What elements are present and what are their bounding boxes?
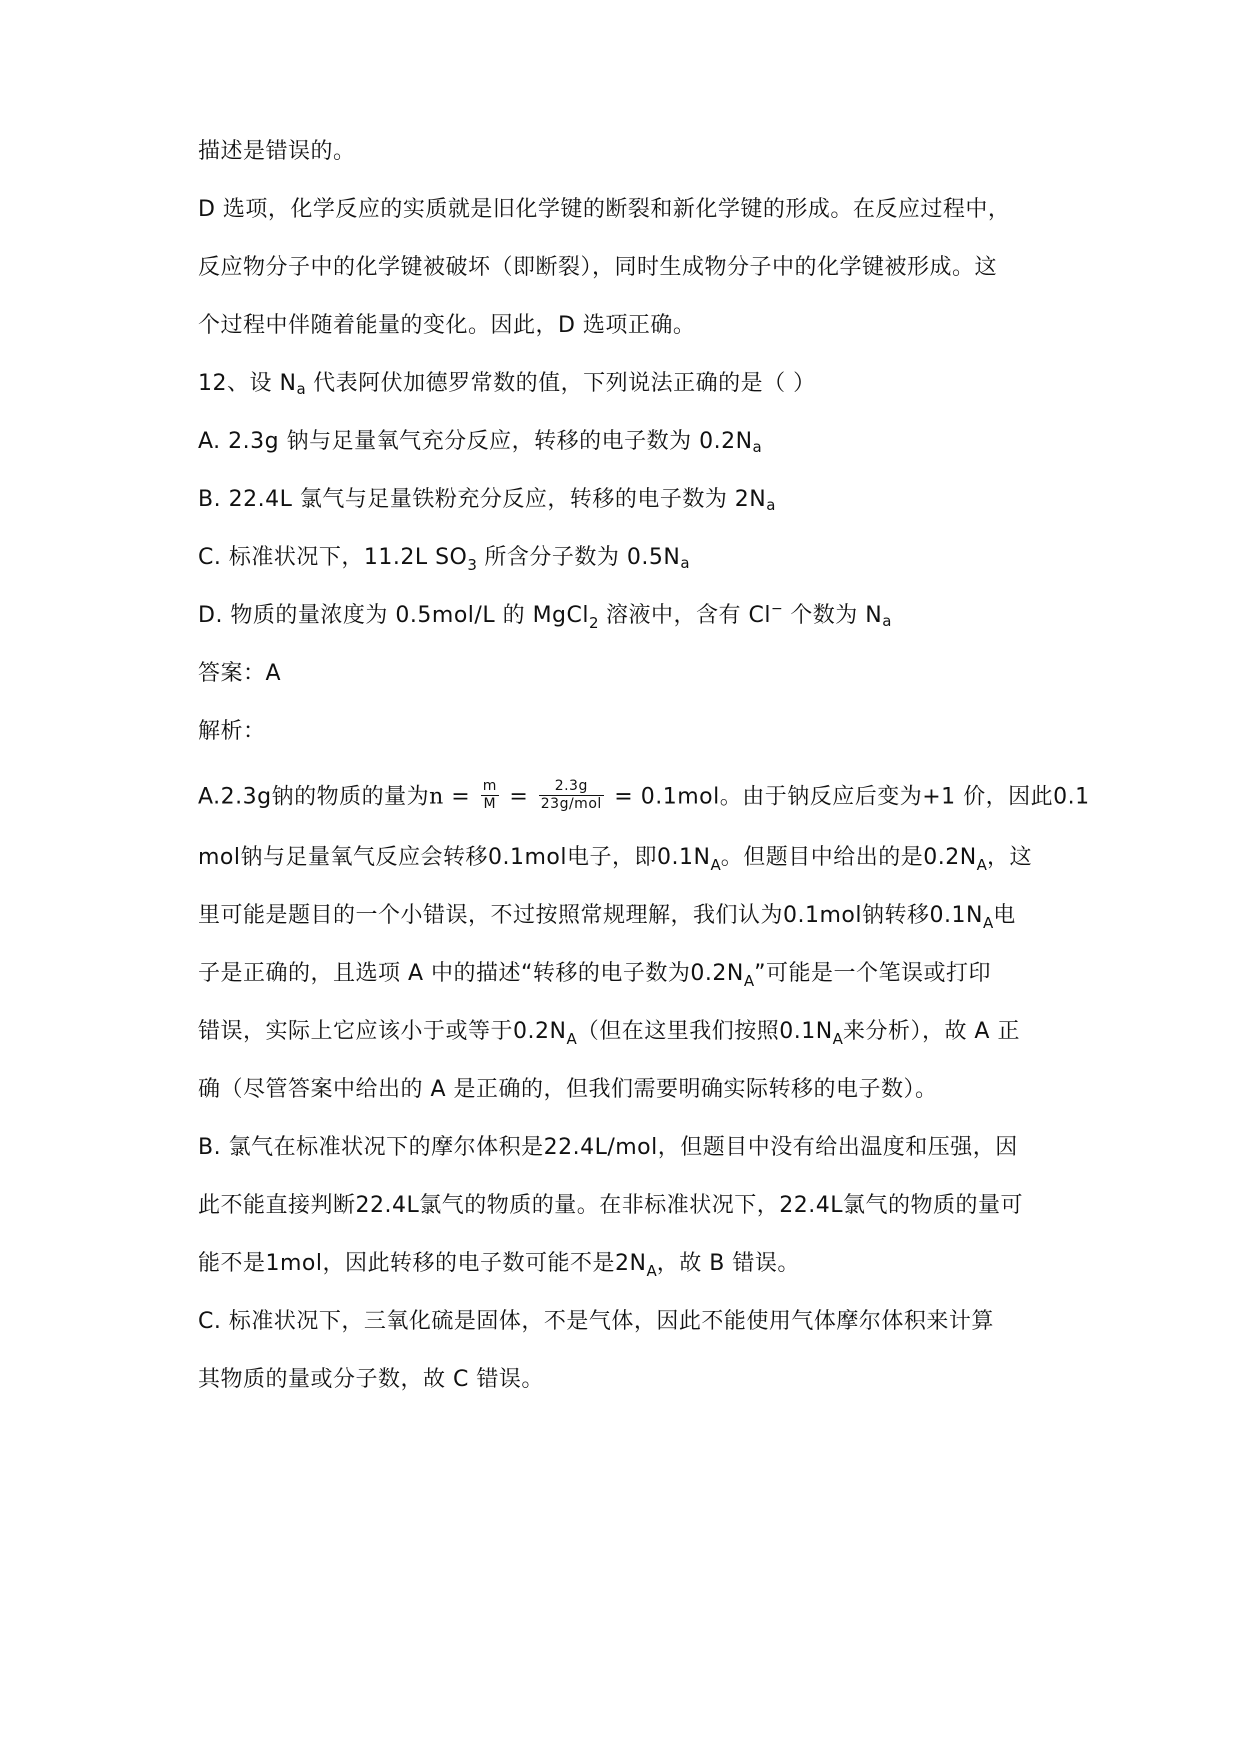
text: mol钠与足量氧气反应会转移0.1mol电子，即0.1N	[198, 845, 711, 870]
text: （但在这里我们按照0.1N	[576, 1019, 833, 1044]
text: 答案：A	[198, 661, 282, 686]
paragraph-line	[198, 310, 695, 342]
math-symbol: n	[429, 784, 444, 810]
subscript: a	[752, 438, 762, 456]
text: ，这	[986, 845, 1032, 870]
text: 此不能直接判断22.4L氯气的物质的量。在非标准状况下，22.4L氯气的物质的量可	[198, 1193, 1023, 1218]
analysis-c-line	[198, 1306, 994, 1338]
text: 来分析），故 A 正	[842, 1019, 1020, 1044]
text: A.2.3g钠的物质的量为	[198, 784, 430, 810]
analysis-b-line	[198, 1248, 800, 1281]
text: = 0.1mol。由于钠反应后变为+1 价，因此0.1	[606, 784, 1090, 810]
analysis-a-line	[198, 900, 1016, 933]
subscript: A	[832, 1030, 843, 1048]
text: D 选项，化学反应的实质就是旧化学键的断裂和新化学键的形成。在反应过程中，	[198, 197, 1011, 222]
subscript: 3	[467, 556, 477, 574]
text: 错误，实际上它应该小于或等于0.2N	[198, 1019, 567, 1044]
option-b	[198, 484, 775, 517]
text: 里可能是题目的一个小错误，不过按照常规理解，我们认为0.1mol钠转移0.1N	[198, 903, 983, 928]
text: 子是正确的，且选项 A 中的描述“转移的电子数为0.2N	[198, 961, 744, 986]
paragraph-line	[198, 136, 356, 168]
analysis-b-line	[198, 1190, 1023, 1222]
analysis-a-line	[198, 780, 1090, 815]
subscript: A	[976, 856, 987, 874]
analysis-a-line	[198, 842, 1032, 875]
superscript: −	[771, 601, 783, 617]
fraction-denominator: M	[483, 796, 497, 812]
text: 能不是1mol，因此转移的电子数可能不是2N	[198, 1251, 647, 1276]
text: 电	[993, 903, 1016, 928]
text: ”可能是一个笔误或打印	[754, 961, 992, 986]
answer-line	[198, 658, 281, 690]
paragraph-line	[198, 252, 997, 284]
option-c	[198, 542, 690, 575]
analysis-c-line	[198, 1364, 544, 1396]
subscript: a	[296, 380, 306, 398]
text: 12、设 N	[198, 371, 297, 396]
text: 个过程中伴随着能量的变化。因此，D 选项正确。	[198, 313, 696, 338]
subscript: A	[566, 1030, 577, 1048]
subscript: a	[680, 554, 690, 572]
text: C. 标准状况下，11.2L SO	[198, 545, 468, 570]
subscript: A	[982, 914, 994, 932]
fraction-numerator: 2.3g	[539, 778, 604, 796]
analysis-a-line	[198, 1074, 938, 1106]
subscript: a	[766, 496, 776, 514]
text: 溶液中，含有 Cl	[598, 603, 772, 628]
text: B. 22.4L 氯气与足量铁粉充分反应，转移的电子数为 2N	[198, 487, 767, 512]
option-d	[198, 600, 891, 634]
text: =	[443, 784, 478, 810]
analysis-a-line	[198, 958, 991, 991]
subscript: A	[743, 972, 755, 990]
question-stem	[198, 368, 816, 401]
analysis-a-line	[198, 1016, 1020, 1049]
text: 其物质的量或分子数，故 C 错误。	[198, 1367, 544, 1392]
fraction	[539, 778, 604, 813]
subscript: 2	[589, 614, 599, 632]
text: C. 标准状况下，三氧化硫是固体，不是气体，因此不能使用气体摩尔体积来计算	[198, 1309, 994, 1334]
text: D. 物质的量浓度为 0.5mol/L 的 MgCl	[198, 603, 589, 628]
paragraph-line	[198, 194, 1010, 226]
fraction-numerator: m	[482, 778, 497, 794]
fraction	[481, 778, 499, 813]
fraction-denominator: 23g/mol	[540, 796, 602, 812]
analysis-label	[198, 716, 266, 748]
subscript: A	[646, 1262, 657, 1280]
option-a	[198, 426, 762, 459]
text: =	[501, 784, 536, 810]
text: 反应物分子中的化学键被破坏（即断裂），同时生成物分子中的化学键被形成。这	[198, 255, 998, 280]
text: 代表阿伏加德罗常数的值，下列说法正确的是（ ）	[305, 371, 816, 396]
text: A. 2.3g 钠与足量氧气充分反应，转移的电子数为 0.2N	[198, 429, 753, 454]
text: 个数为 N	[782, 603, 883, 628]
text: 。但题目中给出的是0.2N	[720, 845, 977, 870]
text: 所含分子数为 0.5N	[476, 545, 681, 570]
text: ，故 B 错误。	[656, 1251, 800, 1276]
text: B. 氯气在标准状况下的摩尔体积是22.4L/mol，但题目中没有给出温度和压强，因	[198, 1135, 1018, 1160]
text: 描述是错误的。	[198, 139, 356, 164]
subscript: A	[710, 856, 721, 874]
text: 解析：	[198, 719, 266, 744]
analysis-b-line	[198, 1132, 1018, 1164]
subscript: a	[882, 612, 892, 630]
text: 确（尽管答案中给出的 A 是正确的，但我们需要明确实际转移的电子数）。	[198, 1077, 938, 1102]
